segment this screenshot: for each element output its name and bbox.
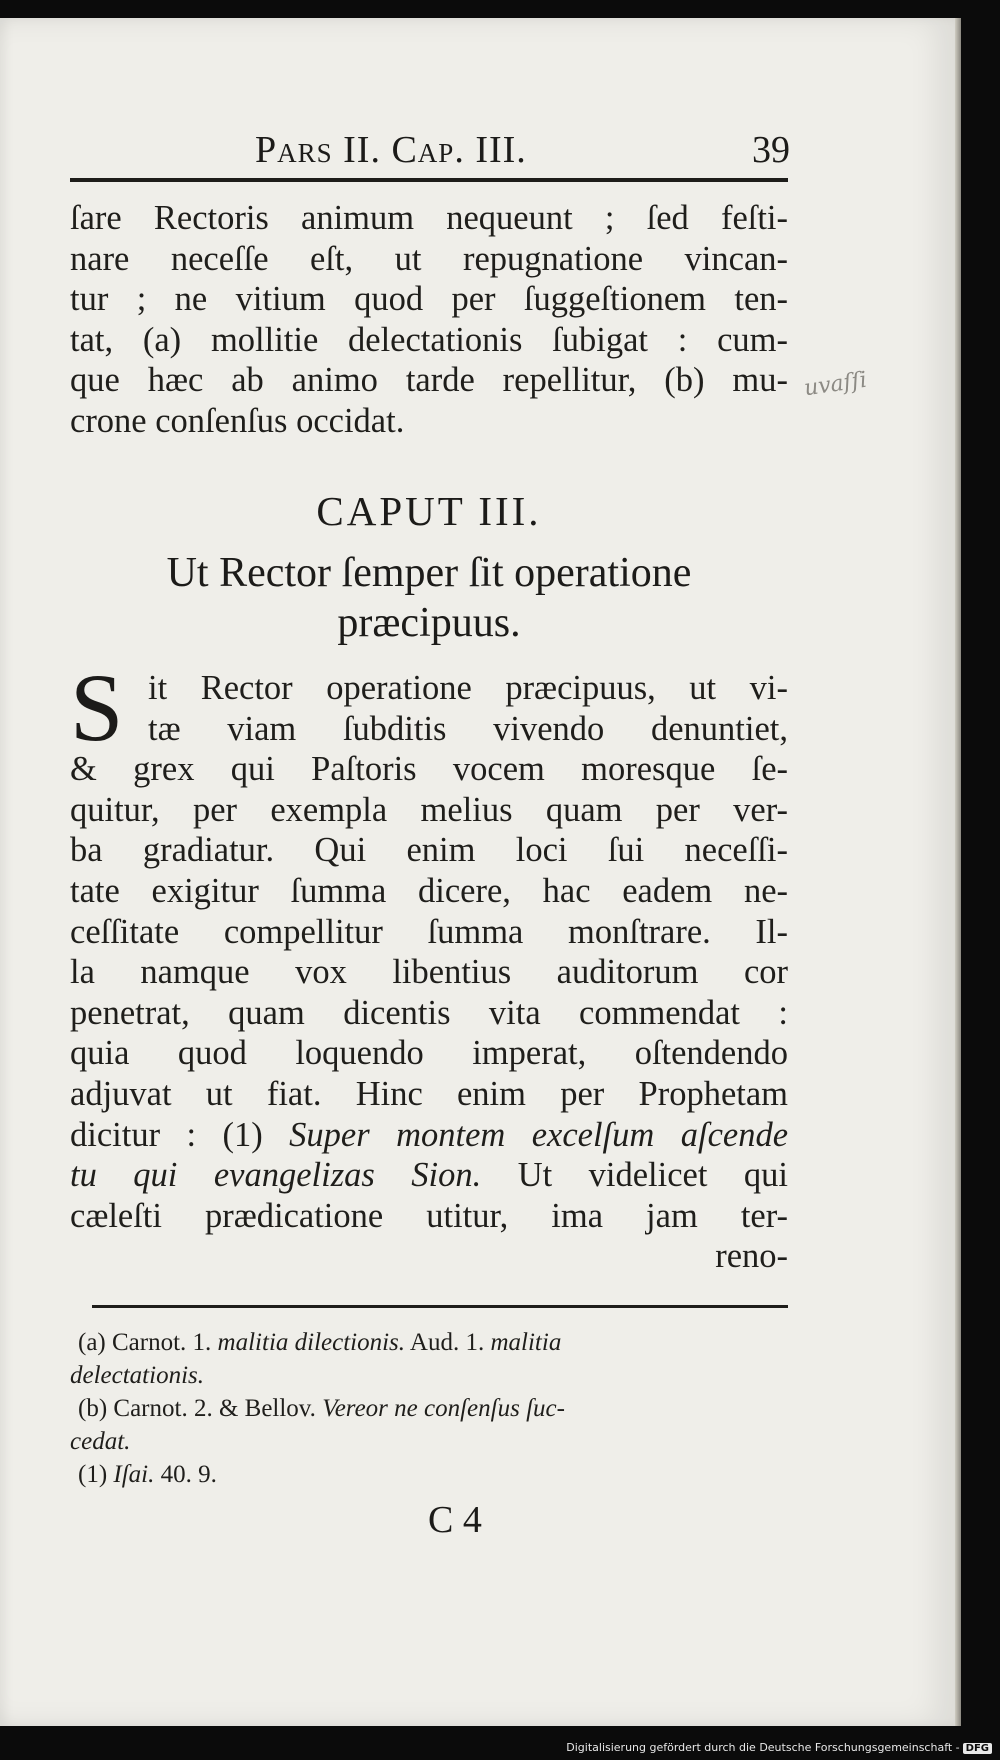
credit-text: Digitalisierung gefördert durch die Deutsche Forschungsgemeinschaft - [566,1741,960,1754]
text-line: nare neceſſe eſt, ut repugnatione vincan- [70,239,788,278]
opening-paragraph [70,198,788,442]
text-line: it Rector operatione præcipuus, ut vi- [148,669,788,707]
text-line: tat, (a) mollitie delectationis ſubigat : cum- [70,320,788,359]
scripture-quote: tu qui evangelizas Sion. [70,1156,482,1195]
running-head [70,128,790,174]
text-segment: malitia dilectionis. [217,1329,406,1356]
running-head-title: Pars II. Cap. III. [255,129,527,171]
text-line: quia quod loquendo imperat, oſtendendo [70,1034,788,1073]
text-line: crone conſenſus occidat. [70,401,405,440]
drop-cap: S [70,654,124,761]
footnote-1 [78,1458,788,1491]
text-segment: (a) Carnot. 1. [78,1329,218,1356]
text-segment: malitia [490,1329,562,1356]
catchword: reno- [715,1237,788,1276]
footnote-b [78,1392,788,1425]
text-line: & grex qui Paſtoris vocem moresque ſe- [70,750,788,789]
text-line: tæ viam ſubditis vivendo denuntiet, [148,709,788,748]
chapter-title-line: Ut Rector ſemper ſit operatione [166,550,692,596]
text-line: tate exigitur ſumma dicere, hac eadem ne- [70,871,788,910]
header-rule [70,178,788,182]
text-segment: Vereor ne conſenſus ſuc- [322,1395,565,1422]
text-segment: 40. 9. [154,1461,217,1488]
text-line [70,1155,788,1196]
text-line: la namque vox libentius auditorum cor [70,953,788,992]
text-line: ba gradiatur. Qui enim loci ſui neceſſi- [70,831,788,870]
text-line: tur ; ne vitium quod per ſuggeſtionem ten- [70,280,788,319]
text-segment: (1) [78,1461,114,1488]
scripture-quote: Super montem excelſum aſcende [289,1115,789,1154]
text-line: que hæc ab animo tarde repellitur, (b) mu- [70,361,788,400]
page-number: 39 [752,129,790,171]
dfg-logo: DFG [963,1743,992,1754]
chapter-heading: CAPUT III. [316,488,542,534]
digitization-credit [566,1741,992,1754]
footnotes [70,1326,788,1491]
handwritten-margin-note: uvaſſi [802,367,869,402]
text-segment: Aud. 1. [405,1329,491,1356]
text-line: quitur, per exempla melius quam per ver- [70,790,788,829]
text-line: ceſſitate compellitur ſumma monſtrare. Il- [70,912,788,951]
page-edge [955,18,961,1726]
text-segment: Iſai. [113,1461,155,1488]
text-segment: dicitur : (1) [70,1115,290,1154]
footnote-a-continuation: delectationis. [70,1362,204,1389]
chapter-title [70,548,788,648]
footnote-rule [92,1305,788,1308]
text-line: cæleſti prædicatione utitur, ima jam ter- [70,1196,788,1235]
text-line: penetrat, quam dicentis vita commendat : [70,993,788,1032]
footnote-a [78,1326,788,1359]
signature-mark: C 4 [428,1499,482,1541]
text-segment: Ut videlicet qui [481,1156,788,1195]
text-line: ſare Rectoris animum nequeunt ; ſed feſti- [70,199,788,237]
chapter-title-line: præcipuus. [337,600,521,646]
text-line: adjuvat ut fiat. Hinc enim per Prophetam [70,1074,788,1113]
text-line [70,1115,788,1156]
text-segment: (b) Carnot. 2. & Bellov. [78,1395,323,1422]
chapter-paragraph [70,654,789,1277]
footnote-b-continuation: cedat. [70,1428,131,1455]
